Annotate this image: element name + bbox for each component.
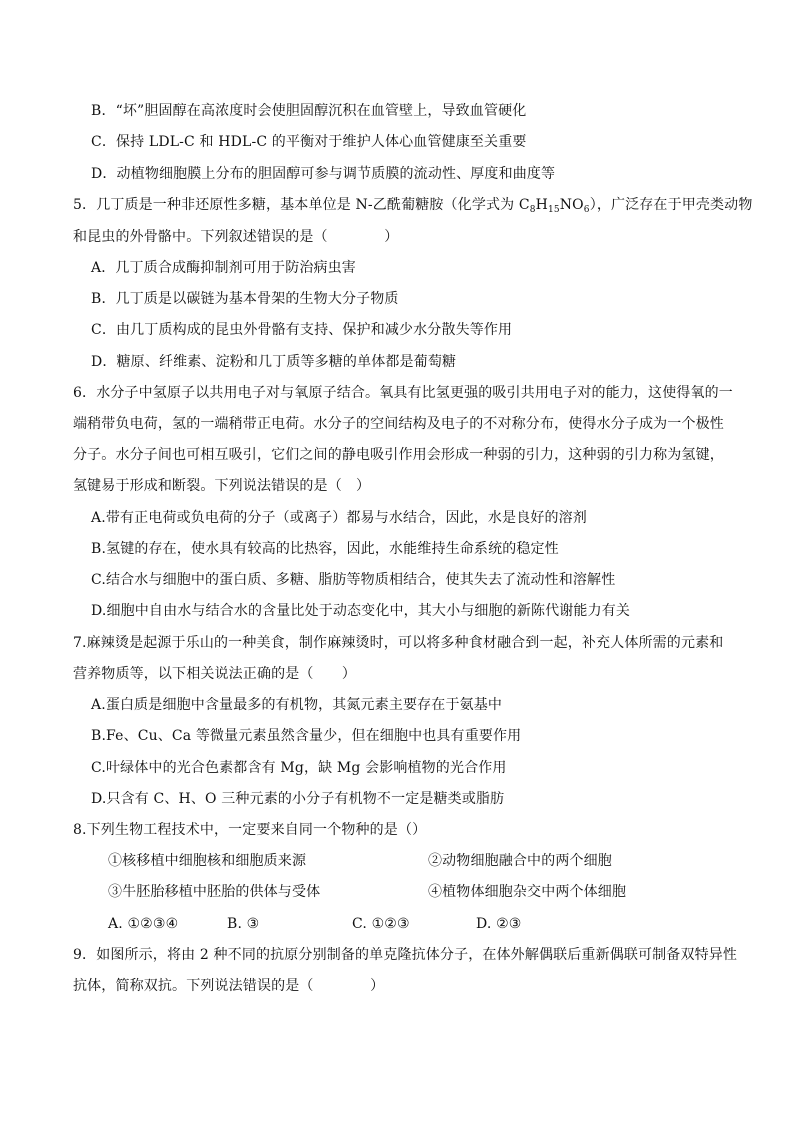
q4-option-c: C．保持 LDL-C 和 HDL-C 的平衡对于维护人体心血管健康至关重要 [91, 134, 527, 150]
q7-stem-line-1: 7.麻辣烫是起源于乐山的一种美食，制作麻辣烫时，可以将多种食材融合到一起，补充人体所需的元素和 [73, 635, 724, 651]
q6-option-a: A.带有正电荷或负电荷的分子（或离子）都易与水结合，因此，水是良好的溶剂 [91, 510, 587, 526]
q5-stem-text-c: NO [559, 197, 584, 213]
q6-stem-line-1: 6．水分子中氢原子以共用电子对与氧原子结合。氧具有比氢更强的吸引共用电子对的能力，这使得氧的一 [73, 385, 733, 401]
q5-stem-text-d: ），广泛存在于甲壳类动物 [589, 197, 753, 213]
q5-option-a: A．几丁质合成酶抑制剂可用于防治病虫害 [91, 260, 356, 276]
q6-option-b: B.氢键的存在，使水具有较高的比热容，因此，水能维持生命系统的稳定性 [91, 541, 559, 557]
q6-stem-line-2: 端稍带负电荷，氢的一端稍带正电荷。水分子的空间结构及电子的不对称分布，使得水分子成为一个极性 [73, 416, 724, 432]
q6-option-c: C.结合水与细胞中的蛋白质、多糖、脂肪等物质相结合，使其失去了流动性和溶解性 [91, 572, 616, 588]
q5-option-c: C．由几丁质构成的昆虫外骨骼有支持、保护和减少水分散失等作用 [91, 322, 513, 338]
q8-stem: 8.下列生物工程技术中，一定要来自同一个物种的是（） [73, 822, 427, 838]
q7-option-d: D.只含有 C、H、O 三种元素的小分子有机物不一定是糖类或脂肪 [91, 791, 505, 807]
q8-item-4: ④植物体细胞杂交中两个体细胞 [428, 884, 627, 900]
q8-item-3: ③牛胚胎移植中胚胎的供体与受体 [108, 884, 321, 900]
q4-option-d: D．动植物细胞膜上分布的胆固醇可参与调节质膜的流动性、厚度和曲度等 [91, 166, 556, 182]
q8-choice-c: C. ①②③ [352, 916, 410, 932]
q8-item-1: ①核移植中细胞核和细胞质来源 [108, 853, 307, 869]
q5-option-d: D．糖原、纤维素、淀粉和几丁质等多糖的单体都是葡萄糖 [91, 354, 457, 370]
q9-stem-line-2: 抗体，简称双抗。下列说法错误的是（ ） [73, 978, 385, 994]
q8-choice-d: D. ②③ [476, 916, 522, 932]
q6-stem-line-3: 分子。水分子间也可相互吸引，它们之间的静电吸引作用会形成一种弱的引力，这种弱的引力称为氢键， [73, 447, 724, 463]
q4-option-b: B．“坏”胆固醇在高浓度时会使胆固醇沉积在血管壁上，导致血管硬化 [91, 103, 527, 119]
q6-option-d: D.细胞中自由水与结合水的含量比处于动态变化中，其大小与细胞的新陈代谢能力有关 [91, 603, 631, 619]
q8-choice-a: A. ①②③④ [108, 916, 179, 932]
q5-stem-text-a: 5．几丁质是一种非还原性多糖，基本单位是 N-乙酰葡糖胺（化学式为 C [73, 197, 530, 213]
q7-option-c: C.叶绿体中的光合色素都含有 Mg，缺 Mg 会影响植物的光合作用 [91, 760, 507, 776]
q5-subscript-3: 6 [583, 205, 590, 215]
q5-stem-line-2: 和昆虫的外骨骼中。下列叙述错误的是（ ） [73, 229, 399, 245]
q8-item-2: ②动物细胞融合中的两个细胞 [428, 853, 612, 869]
q7-stem-line-2: 营养物质等，以下相关说法正确的是（ ） [73, 666, 356, 682]
q5-subscript-2: 15 [548, 205, 560, 215]
q6-stem-line-4: 氢键易于形成和断裂。下列说法错误的是（ ） [73, 478, 371, 494]
q7-option-b: B.Fe、Cu、Ca 等微量元素虽然含量少，但在细胞中也具有重要作用 [91, 728, 522, 744]
q5-option-b: B．几丁质是以碳链为基本骨架的生物大分子物质 [91, 291, 399, 307]
q5-stem-line-1 [73, 195, 753, 220]
q5-subscript-1: 8 [529, 205, 536, 215]
q5-stem-text-b: H [535, 197, 548, 213]
q8-choice-b: B. ③ [227, 916, 260, 932]
q7-option-a: A.蛋白质是细胞中含量最多的有机物，其氮元素主要存在于氨基中 [91, 697, 503, 713]
q9-stem-line-1: 9．如图所示，将由 2 种不同的抗原分别制备的单克隆抗体分子，在体外解偶联后重新偶联可制备双特异性 [73, 947, 738, 963]
